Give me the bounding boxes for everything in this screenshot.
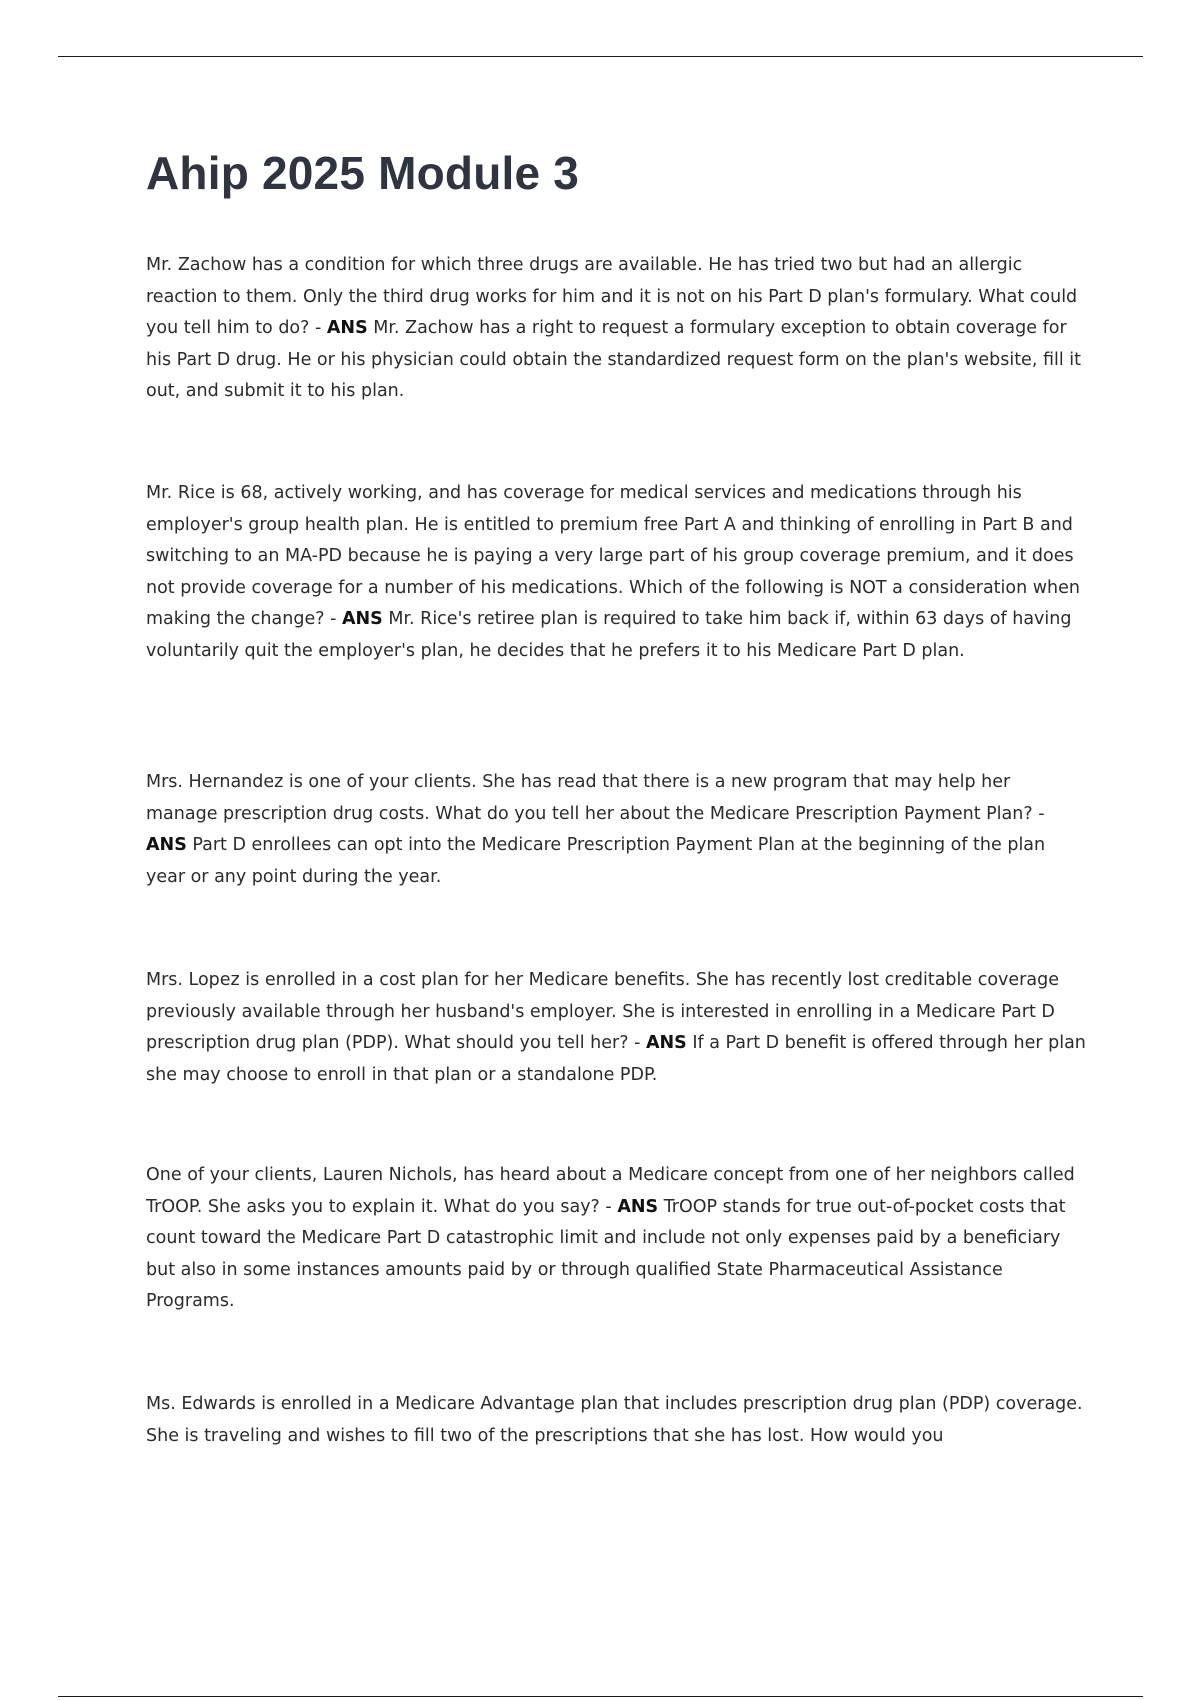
qa-item-4 <box>146 965 1086 1091</box>
answer-label: ANS <box>326 318 368 338</box>
question-text: Mrs. Hernandez is one of your clients. She has read that there is a new program that may help her manage prescription drug costs. What do you tell her about the Medicare Prescription Payment Plan? - <box>146 772 1045 824</box>
answer-text: Mr. Rice's retiree plan is required to take him back if, within 63 days of having voluntarily quit the employer's plan, he decides that he prefers it to his Medicare Part D plan. <box>146 609 1072 661</box>
qa-item-6 <box>146 1389 1086 1452</box>
question-text: One of your clients, Lauren Nichols, has heard about a Medicare concept from one of her neighbors called TrOOP. She asks you to explain it. What do you say? - <box>146 1165 1075 1217</box>
qa-item-5 <box>146 1160 1086 1318</box>
footer-divider <box>58 1696 1143 1697</box>
answer-label: ANS <box>617 1196 659 1217</box>
question-text: Mrs. Lopez is enrolled in a cost plan for her Medicare benefits. She has recently lost creditable coverage previously available through her husband's employer. She is interested in enrolling in a Medicare Part D prescription drug plan (PDP). What should you tell her? - <box>146 970 1059 1053</box>
answer-text: Mr. Zachow has a right to request a formulary exception to obtain coverage for his Part D drug. He or his physician could obtain the standardized request form on the plan's website, fill it out, and submit it to his plan. <box>146 318 1081 401</box>
question-text: Mr. Zachow has a condition for which three drugs are available. He has tried two but had an allergic reaction to them. Only the third drug works for him and it is not on his Part D plan's formulary. What could you tell him to do? - <box>146 255 1078 338</box>
answer-text: Part D enrollees can opt into the Medicare Prescription Payment Plan at the beginning of the plan year or any point during the year. <box>146 835 1046 887</box>
question-text: Ms. Edwards is enrolled in a Medicare Advantage plan that includes prescription drug plan (PDP) coverage. She is traveling and wishes to fill two of the prescriptions that she has lost. How would you <box>146 1394 1083 1446</box>
question-text: Mr. Rice is 68, actively working, and has coverage for medical services and medications through his employer's group health plan. He is entitled to premium free Part A and thinking of enrolling in Part B and switching to an MA-PD because he is paying a very large part of his group coverage premium, and it does not provide coverage for a number of his medications. Which of the following is NOT a consideration when making the change? - <box>146 483 1081 629</box>
header-divider <box>58 56 1143 57</box>
answer-label: ANS <box>645 1033 687 1053</box>
answer-label: ANS <box>341 609 383 629</box>
qa-item-3 <box>146 767 1086 893</box>
answer-label: ANS <box>146 835 187 855</box>
answer-text: TrOOP stands for true out-of-pocket costs that count toward the Medicare Part D catastrophic limit and include not only expenses paid by a beneficiary but also in some instances amounts paid by or through qualified State Pharmaceutical Assistance Programs. <box>146 1196 1066 1311</box>
page-title: Ahip 2025 Module 3 <box>146 147 580 199</box>
qa-item-2 <box>146 478 1086 667</box>
answer-text: If a Part D benefit is offered through her plan she may choose to enroll in that plan or a standalone PDP. <box>146 1033 1086 1085</box>
qa-item-1 <box>146 250 1086 408</box>
